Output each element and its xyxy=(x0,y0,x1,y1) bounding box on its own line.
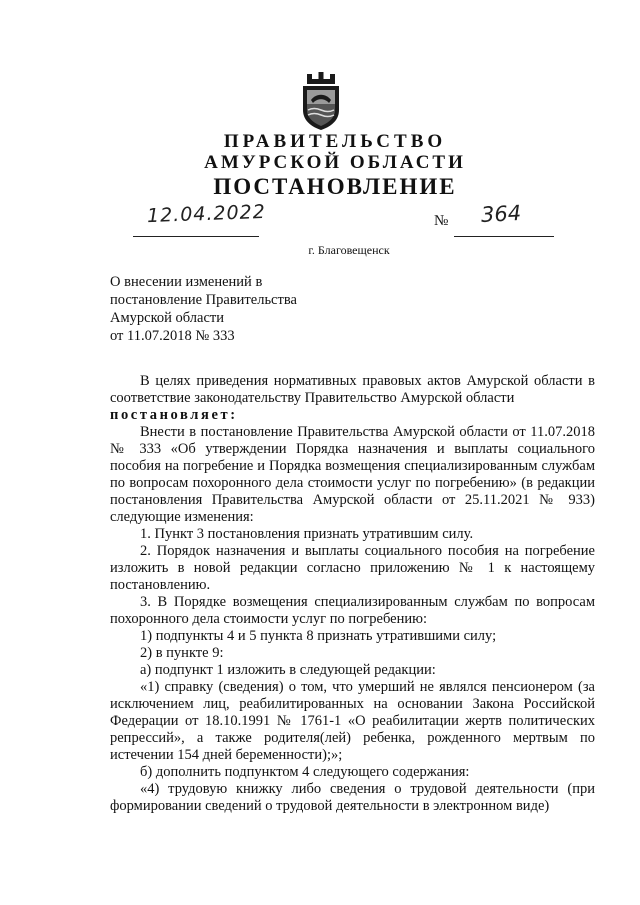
body-paragraph: «4) трудовую книжку либо сведения о трудовой деятельности (при формировании сведений о трудовой деятельности в электронном виде) xyxy=(110,781,595,814)
body-paragraph: 2) в пункте 9: xyxy=(140,645,224,661)
subject-line: постановление Правительства xyxy=(110,292,297,308)
body-paragraph: 1) подпункты 4 и 5 пункта 8 признать утратившими силу; xyxy=(140,628,497,644)
document-subject xyxy=(110,273,297,345)
body-paragraph: 2. Порядок назначения и выплаты социального пособия на погребение изложить в новой редакции согласно приложению № 1 к настоящему постановлению. xyxy=(110,543,595,593)
body-paragraph: а) подпункт 1 изложить в следующей редакции: xyxy=(140,662,436,678)
number-sign: № xyxy=(434,213,449,229)
body-paragraph: 3. В Порядке возмещения специализированным службам по вопросам похоронного дела стоимости услуг по погребению: xyxy=(110,594,595,627)
document-date: 12.04.2022 xyxy=(146,200,267,228)
body-paragraph: б) дополнить подпунктом 4 следующего содержания: xyxy=(140,764,470,780)
coat-of-arms-emblem xyxy=(293,70,349,132)
body-paragraph: «1) справку (сведения) о том, что умерший не являлся пенсионером (за исключением лиц, реабилитированных на основании Закона Российской Федерации от 18.10.1991 № 1761-1 «О реабилитации жертв политических репрессий», а также родителя(лей) ребенка, рожденного мертвым по истечении 154 дней беременности);»; xyxy=(110,679,595,763)
government-title: ПРАВИТЕЛЬСТВО xyxy=(223,131,447,152)
resolves-heading: постановляет: xyxy=(110,407,238,423)
body-paragraph: 1. Пункт 3 постановления признать утратившим силу. xyxy=(140,526,474,542)
preamble-paragraph: В целях приведения нормативных правовых актов Амурской области в соответствие законодательству Правительство Амурской области xyxy=(110,373,595,406)
document-body xyxy=(110,373,595,815)
region-title: АМУРСКОЙ ОБЛАСТИ xyxy=(204,152,466,173)
subject-line: от 11.07.2018 № 333 xyxy=(110,328,235,344)
document-number: 364 xyxy=(480,200,522,228)
body-paragraph: Внести в постановление Правительства Амурской области от 11.07.2018 № 333 «Об утверждении Порядка назначения и выплаты социального пособия на погребение и Порядка возмещения специализированным службам по вопросам похоронного дела стоимости услуг по погребению» (в редакции постановления Правительства Амурской области от 25.11.2021 № 933) следующие изменения: xyxy=(110,424,595,525)
subject-line: О внесении изменений в xyxy=(110,274,263,290)
document-type-title: ПОСТАНОВЛЕНИЕ xyxy=(213,174,457,199)
city-label: г. Благовещенск xyxy=(308,243,390,257)
subject-line: Амурской области xyxy=(110,310,224,326)
